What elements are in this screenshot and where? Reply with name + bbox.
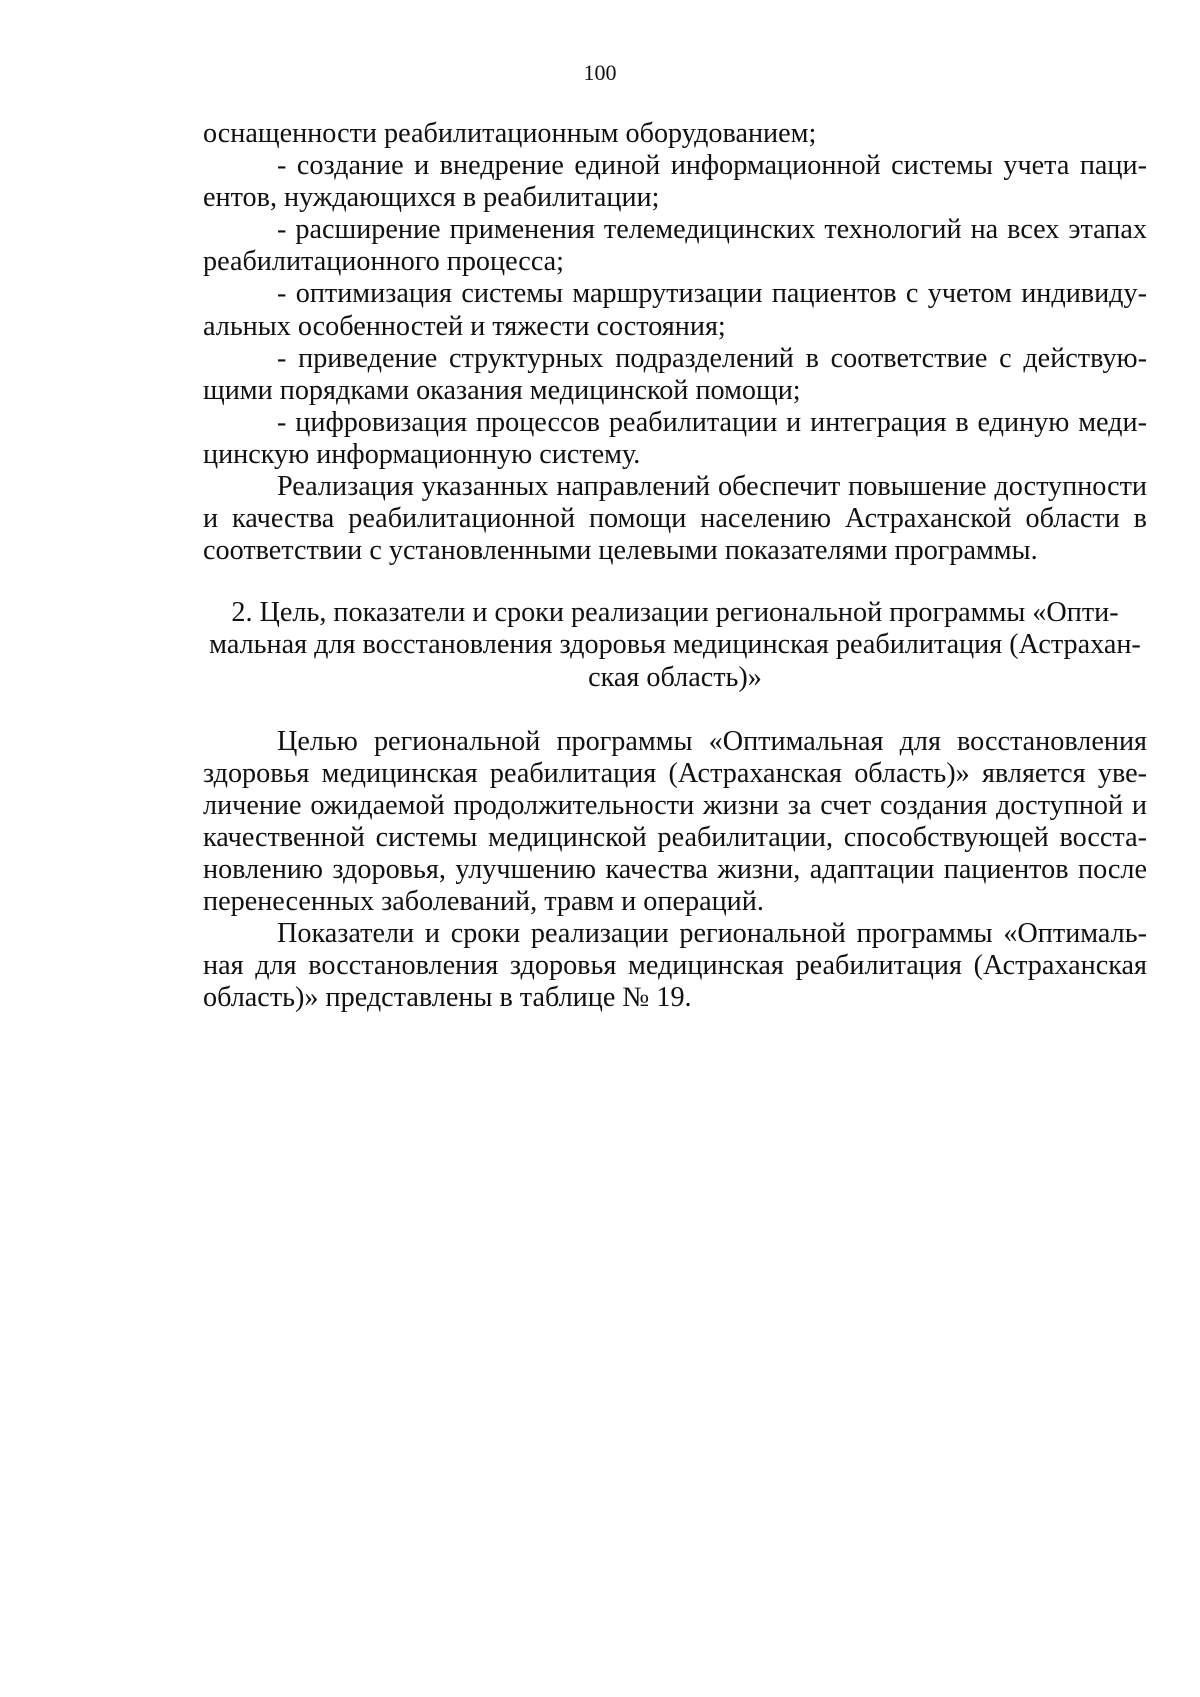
text-line: щими порядками оказания медицинской помощи;	[203, 374, 801, 406]
indicators-paragraph	[203, 918, 1147, 1014]
text-line: реабилитационного процесса;	[203, 246, 565, 278]
bullet-item	[203, 214, 1147, 278]
page-number: 100	[583, 60, 617, 85]
conclusion-paragraph	[203, 471, 1147, 567]
text-line: Целью региональной программы «Оптимальная для восстановления	[277, 725, 1147, 757]
text-line: - оптимизация системы маршрутизации пациентов с учетом индивиду-	[277, 278, 1147, 310]
text-line: альных особенностей и тяжести состояния;	[203, 310, 726, 342]
text-line: ентов, нуждающихся в реабилитации;	[203, 182, 660, 214]
text-line: - создание и внедрение единой информационной системы учета паци-	[277, 150, 1147, 182]
text-line: - расширение применения телемедицинских технологий на всех этапах	[277, 214, 1147, 246]
text-line: - приведение структурных подразделений в соответствие с действую-	[277, 342, 1147, 374]
text-line: личение ожидаемой продолжительности жизни за счет создания доступной и	[203, 789, 1147, 821]
bullet-item	[203, 343, 1147, 407]
goal-paragraph	[203, 726, 1147, 919]
text-line: и качества реабилитационной помощи населению Астраханской области в	[203, 503, 1147, 535]
bullet-item	[203, 150, 1147, 214]
spacer	[203, 567, 1147, 597]
section-heading	[203, 597, 1147, 693]
heading-line: мальная для восстановления здоровья медицинская реабилитация (Астрахан-	[209, 629, 1141, 661]
text-line: качественной системы медицинской реабилитации, способствующей восста-	[203, 821, 1147, 853]
text-line: оснащенности реабилитационным оборудованием;	[203, 118, 817, 149]
bullet-item	[203, 407, 1147, 471]
bullet-item	[203, 278, 1147, 342]
text-line: соответствии с установленными целевыми показателями программы.	[203, 535, 1038, 567]
text-line: Реализация указанных направлений обеспечит повышение доступности	[277, 471, 1147, 503]
text-line: здоровья медицинская реабилитация (Астраханская область)» является уве-	[203, 757, 1147, 789]
heading-line: ская область)»	[588, 661, 762, 693]
text-line: - цифровизация процессов реабилитации и интеграция в единую меди-	[277, 406, 1147, 438]
spacer	[203, 694, 1147, 726]
text-line: область)» представлены в таблице № 19.	[203, 982, 692, 1014]
text-line: цинскую информационную систему.	[203, 438, 641, 470]
text-line: новлению здоровья, улучшению качества жизни, адаптации пациентов после	[203, 853, 1147, 885]
document-body	[203, 118, 1147, 1014]
intro-paragraph	[203, 118, 1147, 150]
text-line: перенесенных заболеваний, травм и операций.	[203, 886, 764, 918]
text-line: ная для восстановления здоровья медицинская реабилитация (Астраханская	[203, 950, 1147, 982]
heading-line: 2. Цель, показатели и сроки реализации региональной программы «Опти-	[231, 597, 1119, 629]
text-line: Показатели и сроки реализации региональной программы «Оптималь-	[277, 918, 1147, 950]
